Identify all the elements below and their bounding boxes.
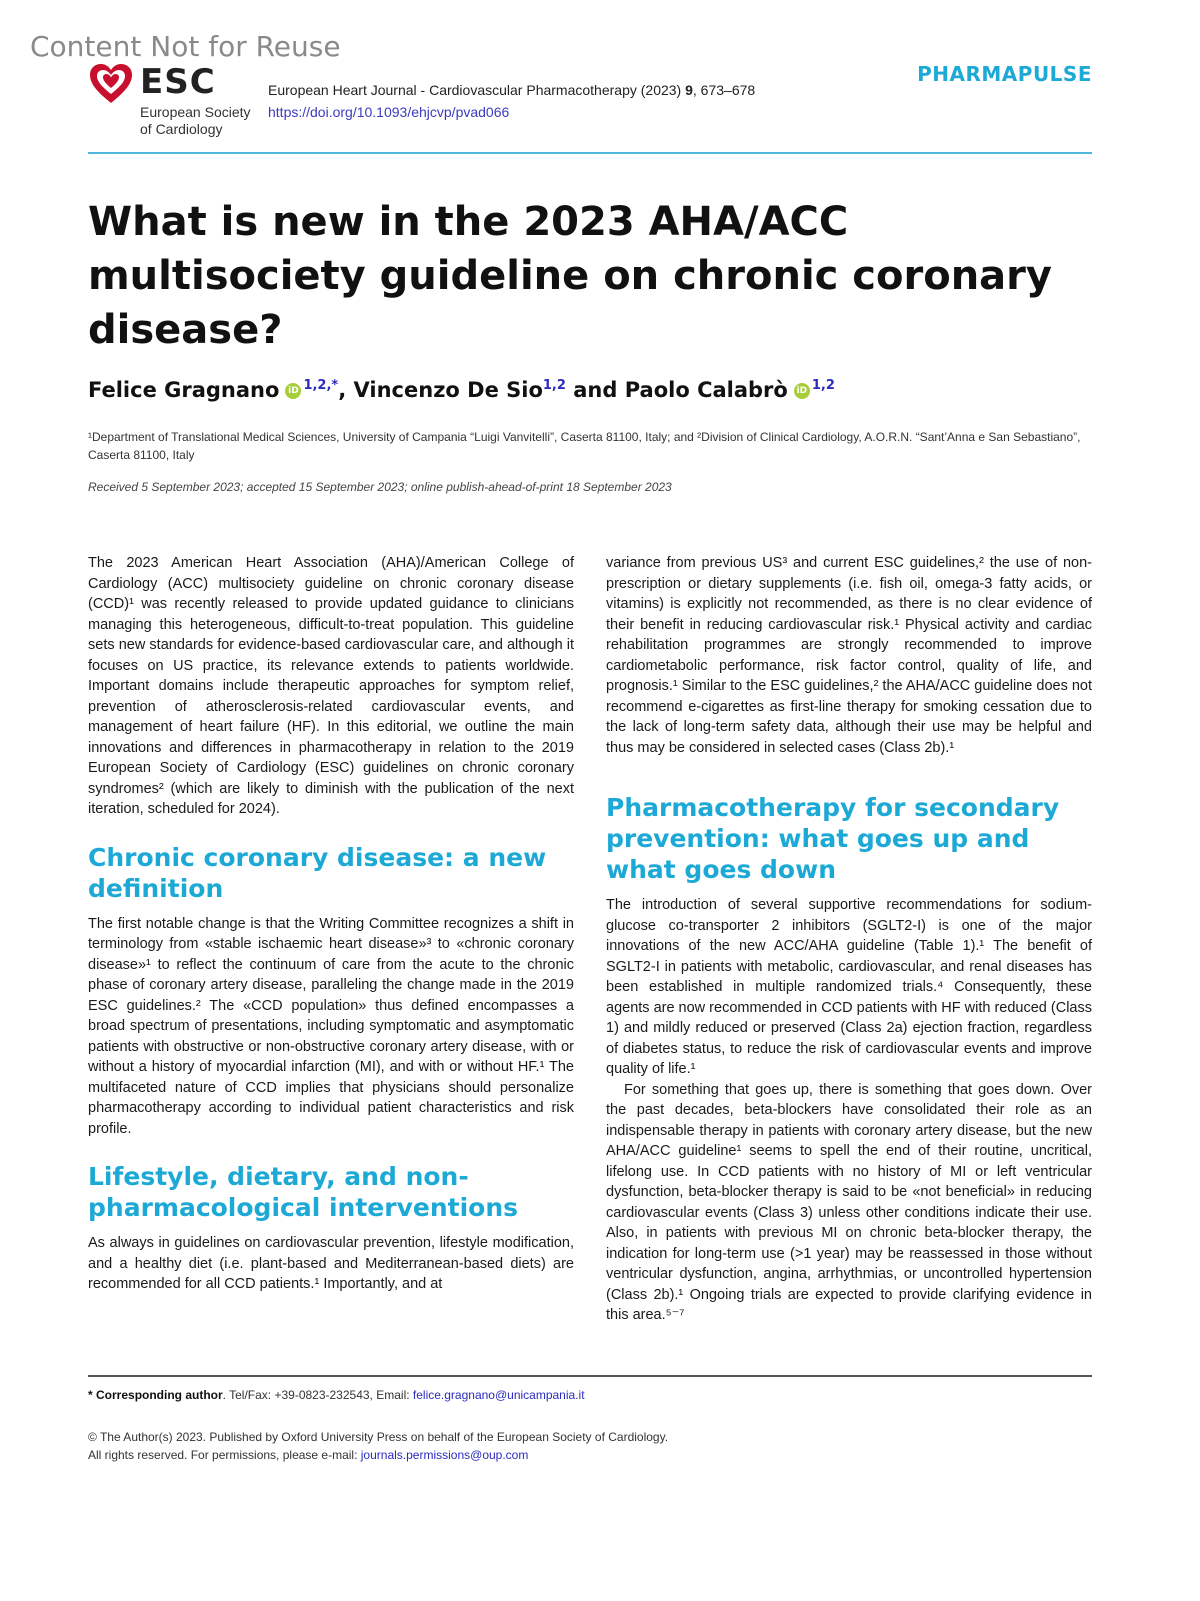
author-name: Paolo Calabrò	[624, 378, 788, 402]
journal-pages: , 673–678	[692, 82, 756, 98]
permissions-email-link[interactable]: journals.permissions@oup.com	[360, 1448, 529, 1462]
permissions-text: All rights reserved. For permissions, please e-mail:	[88, 1448, 361, 1462]
affiliations: ¹Department of Translational Medical Sciences, University of Campania “Luigi Vanvitelli”, Caserta 81100, Italy; and ²Division of Clinical Cardiology, A.O.R.N. “Sant’Anna e San Sebastiano”, Caserta 81100, Italy	[88, 430, 1081, 462]
author-list	[88, 378, 1092, 402]
body-paragraph: As always in guidelines on cardiovascular prevention, lifestyle modification, and a healthy diet (i.e. plant-based and Mediterranean-based diets) are recommended for all CCD patients.¹ Importantly, and at	[88, 1235, 574, 1292]
intro-paragraph: The 2023 American Heart Association (AHA)/American College of Cardiology (ACC) multisociety guideline on chronic coronary disease (CCD)¹ was recently released to provide updated guidance to clinicians managing this heterogeneous, difficult-to-treat population. This guideline sets new standards for evidence-based cardiovascular care, and although it focuses on US practice, its relevance extends to patients worldwide. Important domains include therapeutic approaches for symptom relief, prevention of atherosclerosis-related cardiovascular events, and management of heart failure (HF). In this editorial, we outline the main innovations and differences in pharmacotherapy in relation to the 2019 European Society of Cardiology (ESC) guidelines on chronic coronary syndromes² (which are likely to diminish with the publication of the next iteration, scheduled for 2024).	[88, 555, 574, 817]
section-heading: Pharmacotherapy for secondary prevention: what goes up and what goes down	[606, 793, 1060, 884]
corresponding-author-note	[88, 1388, 585, 1402]
logo-subtitle: European Society of Cardiology	[140, 104, 251, 137]
corresponding-author-label: * Corresponding author	[88, 1388, 223, 1402]
journal-name: European Heart Journal - Cardiovascular Pharmacotherapy (2023)	[268, 82, 686, 98]
orcid-icon[interactable]: iD	[794, 383, 810, 399]
author-name: Vincenzo De Sio	[353, 378, 543, 402]
author-name: Felice Gragnano	[88, 378, 280, 402]
heart-logo-icon	[88, 62, 134, 106]
right-column	[606, 553, 1092, 1326]
journal-citation	[268, 82, 755, 120]
journal-volume: 9	[685, 82, 693, 98]
article-dates: Received 5 September 2023; accepted 15 September 2023; online publish-ahead-of-print 18 September 2023	[88, 480, 672, 494]
body-paragraph: The first notable change is that the Writing Committee recognizes a shift in terminology from «stable ischaemic heart disease»³ to «chronic coronary disease»¹ to reflect the continuum of care from the acute to the chronic phase of coronary artery disease, paralleling the change made in the 2019 ESC guidelines.² The «CCD population» thus defined encompasses a broad spectrum of presentations, including symptomatic and asymptomatic patients with obstructive or non-obstructive coronary artery disease, with or without a history of myocardial infarction (MI), and with or without HF.¹ The multifaceted nature of CCD implies that physicians should personalize pharmacotherapy according to individual patient characteristics and risk profile.	[88, 915, 574, 1137]
footer-divider	[88, 1375, 1092, 1377]
section-tag: PHARMAPULSE	[917, 62, 1092, 86]
author-affiliation-marker: 1,2,*	[303, 378, 339, 393]
author-separator: ,	[338, 378, 354, 402]
author-separator: and	[565, 378, 625, 402]
body-paragraph: variance from previous US³ and current ESC guidelines,² the use of non-prescription or dietary supplements (i.e. fish oil, omega-3 fatty acids, or vitamins) is explicitly not recommended, as there is no clear evidence of their benefit in reducing cardiovascular risk.¹ Physical activity and cardiac rehabilitation programmes are strongly recommended to improve cardiometabolic performance, risk factor control, quality of life, and prognosis.¹ Similar to the ESC guidelines,² the AHA/ACC guideline does not recommend e-cigarettes as first-line therapy for smoking cessation due to the lack of long-term safety data, although their use may be helpful and thus may be considered in selected cases (Class 2b).¹	[606, 555, 1093, 756]
body-paragraph: The introduction of several supportive recommendations for sodium-glucose co-transporter 2 inhibitors (SGLT2-I) is one of the major innovations of the new ACC/AHA guideline (Table 1).¹ The benefit of SGLT2-I in patients with metabolic, cardiovascular, and renal diseases has been established in multiple randomized trials.⁴ Consequently, these agents are now recommended in CCD patients with HF with reduced (Class 1) and mildly reduced or preserved (Class 2a) ejection fraction, regardless of diabetes status, to reduce the risk of cardiovascular events and improve quality of life.¹	[606, 897, 1092, 1077]
article-title: What is new in the 2023 AHA/ACC multisociety guideline on chronic coronary disease?	[88, 199, 1052, 353]
section-heading: Lifestyle, dietary, and non-pharmacological interventions	[88, 1162, 519, 1222]
journal-header	[88, 62, 1092, 154]
author-affiliation-marker: 1,2	[542, 378, 566, 393]
section-heading: Chronic coronary disease: a new definition	[88, 842, 547, 903]
doi-link[interactable]: https://doi.org/10.1093/ehjcvp/pvad066	[268, 104, 510, 120]
header-divider	[88, 152, 1092, 154]
esc-logo	[88, 62, 268, 142]
logo-text: ESC	[140, 62, 216, 102]
copyright-notice	[88, 1428, 668, 1464]
corresponding-author-contact: . Tel/Fax: +39-0823-232543, Email:	[222, 1388, 413, 1402]
copyright-line: © The Author(s) 2023. Published by Oxford University Press on behalf of the European Society of Cardiology.	[88, 1430, 669, 1444]
left-column	[88, 553, 574, 1295]
corresponding-email-link[interactable]: felice.gragnano@unicampania.it	[412, 1388, 585, 1402]
body-paragraph: For something that goes up, there is something that goes down. Over the past decades, beta-blockers have consolidated their role as an indispensable therapy in patients with coronary artery disease, but the new AHA/ACC guideline¹ seems to spell the end of their routine, uncritical, lifelong use. In CCD patients with no history of MI or left ventricular dysfunction, beta-blocker therapy is said to be «not beneficial» in reducing cardiovascular events (Class 3) unless other conditions indicate their use. Also, in patients with previous MI on chronic beta-blocker therapy, the indication for long-term use (>1 year) may be reassessed in those without ventricular dysfunction, angina, arrhythmias, or uncontrolled hypertension (Class 2b).¹ Ongoing trials are expected to provide clarifying evidence in this area.⁵⁻⁷	[606, 1081, 1092, 1323]
author-affiliation-marker: 1,2	[811, 378, 835, 393]
watermark: Content Not for Reuse	[30, 30, 341, 63]
orcid-icon[interactable]: iD	[285, 383, 301, 399]
